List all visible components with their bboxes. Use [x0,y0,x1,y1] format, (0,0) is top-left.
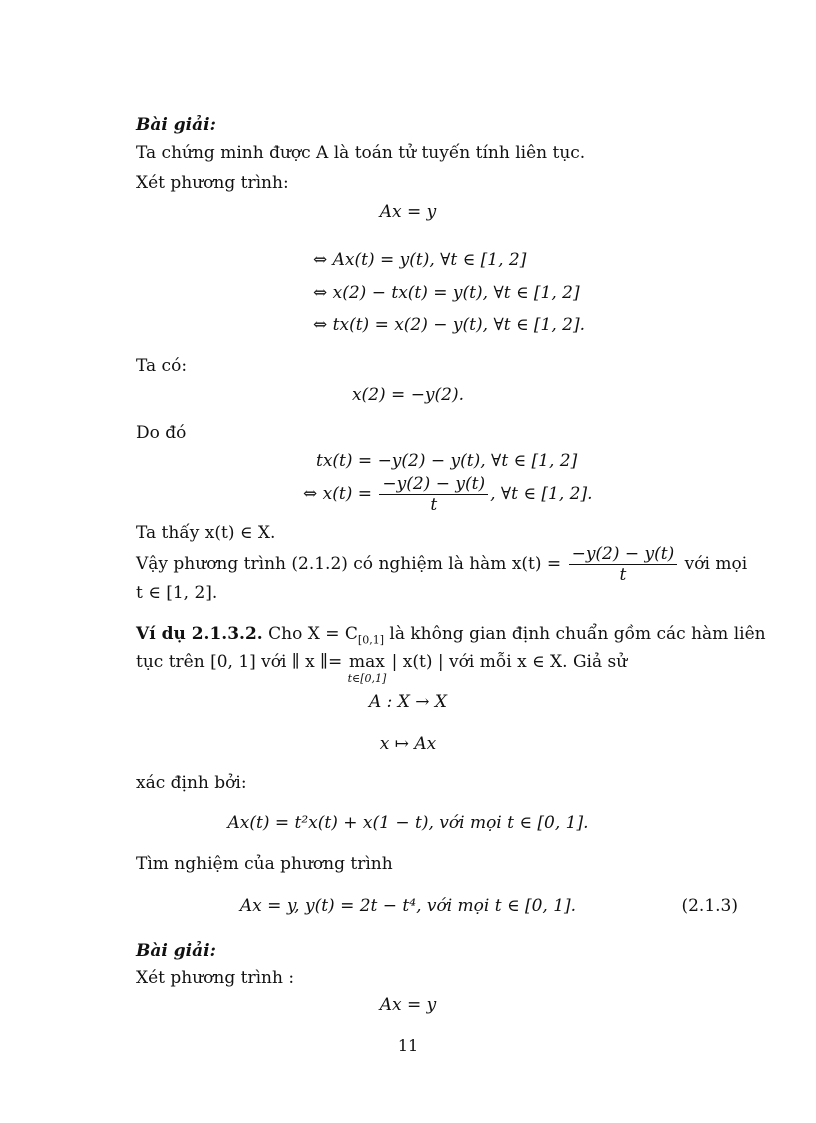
equation: x ↦ Ax [379,734,437,754]
equation: tx(t) = −y(2) − y(t), ∀t ∈ [1, 2] [316,451,578,471]
equation: ⇔ x(2) − tx(t) = y(t), ∀t ∈ [1, 2] [313,283,580,303]
paragraph-text: Ta có: [136,356,188,376]
max-text: max [349,652,385,672]
paragraph-text: Do đó [136,423,187,443]
subscript: [0,1] [357,633,384,647]
paragraph-part: Vậy phương trình (2.1.2) có nghiệm là hàm x(t) = [136,554,562,574]
paragraph-text: Ta thấy x(t) ∈ X. [136,523,276,543]
equation: Ax = y [379,995,437,1015]
paragraph-part: Cho X = C [268,624,358,644]
paragraph-text: xác định bởi: [136,773,247,793]
paragraph-part: là không gian định chuẩn gồm các hàm liên [389,624,766,644]
paragraph-text: t ∈ [1, 2]. [136,583,218,603]
paragraph-part: | x(t) | với mỗi x ∈ X. Giả sử [391,652,628,672]
equation-number: (2.1.3) [681,896,738,916]
equation: Ax = y [379,202,437,222]
paragraph-text: Xét phương trình : [136,968,295,988]
fraction [379,474,488,515]
max-operator [348,651,387,685]
paragraph-text: Ta chứng minh được A là toán tử tuyến tính liên tục. [136,143,586,163]
equation-part: , ∀t ∈ [1, 2]. [490,484,593,504]
equation: Ax(t) = t²x(t) + x(1 − t), với mọi t ∈ [0, 1]. [227,813,589,833]
paragraph-part: với mọi [684,554,748,574]
fraction-numerator: −y(2) − y(t) [379,474,488,495]
page-number: 11 [397,1036,419,1055]
example-paragraph [136,623,766,651]
solution-heading: Bài giải: [136,941,216,961]
example-label: Ví dụ 2.1.3.2. [136,624,263,644]
equation: ⇔ tx(t) = x(2) − y(t), ∀t ∈ [1, 2]. [313,315,586,335]
fraction-denominator: t [619,565,627,585]
fraction [569,544,678,585]
paragraph-part: tục trên [0, 1] với ∥ x ∥= [136,652,343,672]
equation-part: ⇔ x(t) = [303,484,372,504]
equation: A : X → X [368,692,448,712]
equation: ⇔ Ax(t) = y(t), ∀t ∈ [1, 2] [313,250,527,270]
max-subscript: t∈[0,1] [347,672,387,685]
fraction-denominator: t [430,495,438,515]
paragraph-text: Tìm nghiệm của phương trình [136,854,393,874]
equation: Ax = y, y(t) = 2t − t⁴, với mọi t ∈ [0, 1]. [239,896,577,916]
fraction-numerator: −y(2) − y(t) [569,544,678,565]
paragraph-with-max [136,651,627,685]
paragraph-text: Xét phương trình: [136,173,289,193]
paragraph-with-fraction [136,544,747,585]
equation: x(2) = −y(2). [351,385,465,405]
solution-heading: Bài giải: [136,115,216,135]
equation-fraction-line [303,474,592,515]
